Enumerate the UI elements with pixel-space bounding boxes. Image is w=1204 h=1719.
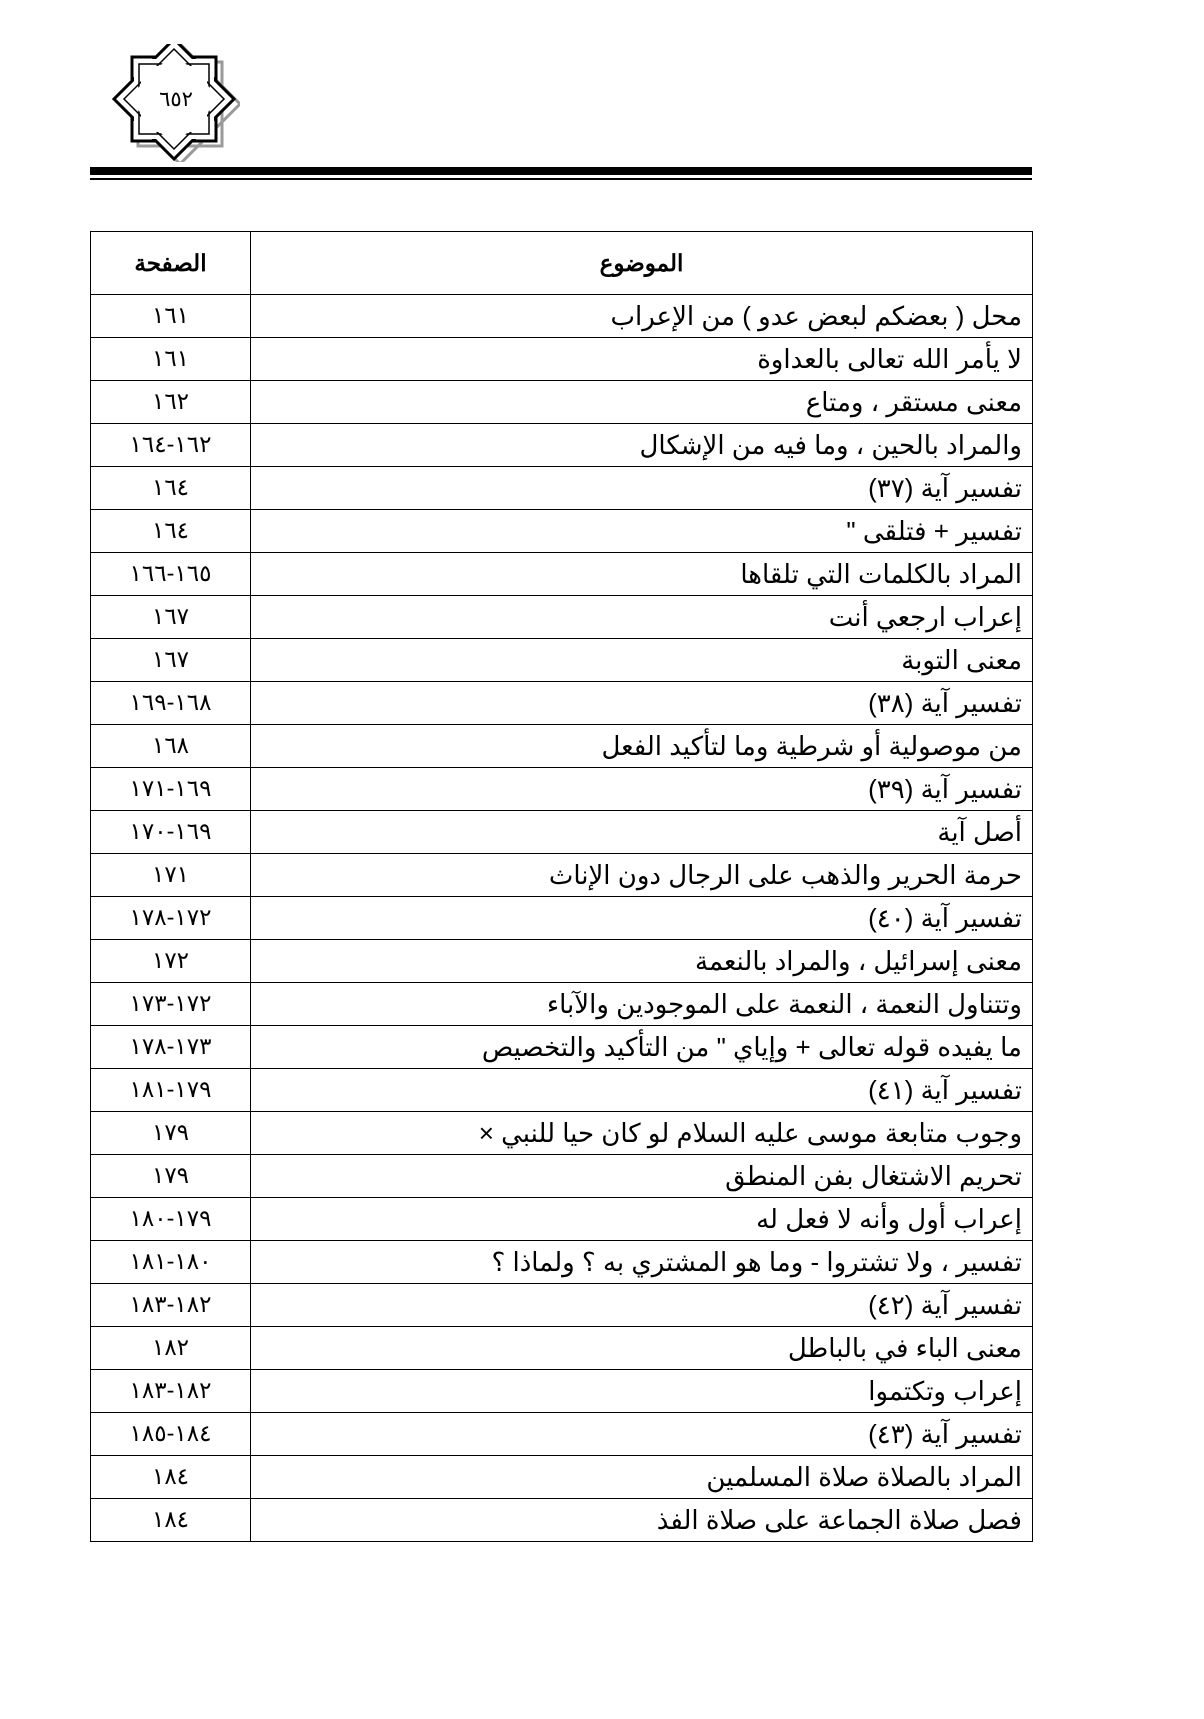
row-page: ١٦٢ [91,381,251,424]
table-row [91,1026,1033,1069]
table-row [91,682,1033,725]
row-page: ١٧٩-١٨٠ [91,1198,251,1241]
row-topic: المراد بالصلاة صلاة المسلمين [251,1456,1033,1499]
row-topic: والمراد بالحين ، وما فيه من الإشكال [251,424,1033,467]
page-number: ٦٥٢ [159,87,193,111]
row-topic: أصل آية [251,811,1033,854]
row-page: ١٧٣-١٧٨ [91,1026,251,1069]
table-row [91,381,1033,424]
row-page: ١٧٩-١٨١ [91,1069,251,1112]
row-page: ١٦٢-١٦٤ [91,424,251,467]
index-table [90,231,1033,1542]
row-page: ١٦٨ [91,725,251,768]
row-page: ١٧١ [91,854,251,897]
row-topic: تفسير ، ولا تشتروا - وما هو المشتري به ؟ ولماذا ؟ [251,1241,1033,1284]
header-page: الصفحة [91,232,251,295]
row-topic: إعراب أول وأنه لا فعل له [251,1198,1033,1241]
index-table-body [91,295,1033,1542]
row-page: ١٨٤ [91,1499,251,1542]
row-page: ١٨٠-١٨١ [91,1241,251,1284]
row-topic: تفسير آية (٣٨) [251,682,1033,725]
row-page: ١٦٧ [91,596,251,639]
table-row [91,1284,1033,1327]
row-page: ١٨٢-١٨٣ [91,1284,251,1327]
table-row [91,1198,1033,1241]
table-row [91,424,1033,467]
row-page: ١٧٢-١٧٣ [91,983,251,1026]
row-topic: معنى إسرائيل ، والمراد بالنعمة [251,940,1033,983]
table-row [91,338,1033,381]
row-page: ١٧٢-١٧٨ [91,897,251,940]
table-row [91,811,1033,854]
table-row [91,1155,1033,1198]
row-page: ١٦٧ [91,639,251,682]
table-row [91,768,1033,811]
row-topic: معنى التوبة [251,639,1033,682]
row-topic: وجوب متابعة موسى عليه السلام لو كان حيا للنبي × [251,1112,1033,1155]
row-page: ١٨٤-١٨٥ [91,1413,251,1456]
row-page: ١٨٤ [91,1456,251,1499]
table-row [91,1370,1033,1413]
table-row [91,940,1033,983]
table-row [91,596,1033,639]
row-page: ١٦٩-١٧١ [91,768,251,811]
row-page: ١٦٩-١٧٠ [91,811,251,854]
table-row [91,1413,1033,1456]
row-topic: لا يأمر الله تعالى بالعداوة [251,338,1033,381]
row-page: ١٦٤ [91,510,251,553]
row-topic: تفسير آية (٤٢) [251,1284,1033,1327]
row-topic: من موصولية أو شرطية وما لتأكيد الفعل [251,725,1033,768]
row-topic: المراد بالكلمات التي تلقاها [251,553,1033,596]
table-row [91,1241,1033,1284]
table-row [91,1456,1033,1499]
row-page: ١٦٥-١٦٦ [91,553,251,596]
table-row [91,510,1033,553]
row-topic: تفسير + فتلقى " [251,510,1033,553]
table-row [91,854,1033,897]
table-row [91,295,1033,338]
row-page: ١٧٩ [91,1112,251,1155]
row-topic: تفسير آية (٤٠) [251,897,1033,940]
row-topic: حرمة الحرير والذهب على الرجال دون الإناث [251,854,1033,897]
row-topic: تفسير آية (٣٧) [251,467,1033,510]
row-topic: وتتناول النعمة ، النعمة على الموجودين والآباء [251,983,1033,1026]
header-rule-thick [90,167,1032,175]
row-page: ١٧٢ [91,940,251,983]
row-page: ١٨٢-١٨٣ [91,1370,251,1413]
row-topic: فصل صلاة الجماعة على صلاة الفذ [251,1499,1033,1542]
table-row [91,639,1033,682]
row-topic: تفسير آية (٣٩) [251,768,1033,811]
row-topic: إعراب وتكتموا [251,1370,1033,1413]
header-rule-thin [90,178,1032,180]
row-topic: ما يفيده قوله تعالى + وإياي " من التأكيد والتخصيص [251,1026,1033,1069]
row-page: ١٦١ [91,295,251,338]
row-topic: تحريم الاشتغال بفن المنطق [251,1155,1033,1198]
table-row [91,1112,1033,1155]
row-topic: معنى الباء في بالباطل [251,1327,1033,1370]
row-topic: تفسير آية (٤٣) [251,1413,1033,1456]
table-row [91,553,1033,596]
table-row [91,467,1033,510]
row-topic: محل ( بعضكم لبعض عدو ) من الإعراب [251,295,1033,338]
table-row [91,1327,1033,1370]
table-row [91,1499,1033,1542]
page-number-badge [112,44,240,162]
row-page: ١٧٩ [91,1155,251,1198]
row-page: ١٨٢ [91,1327,251,1370]
row-topic: تفسير آية (٤١) [251,1069,1033,1112]
table-header-row [91,232,1033,295]
table-row [91,725,1033,768]
table-row [91,897,1033,940]
table-row [91,983,1033,1026]
header-topic: الموضوع [251,232,1033,295]
table-row [91,1069,1033,1112]
row-page: ١٦١ [91,338,251,381]
row-page: ١٦٤ [91,467,251,510]
row-topic: إعراب ارجعي أنت [251,596,1033,639]
row-topic: معنى مستقر ، ومتاع [251,381,1033,424]
row-page: ١٦٨-١٦٩ [91,682,251,725]
